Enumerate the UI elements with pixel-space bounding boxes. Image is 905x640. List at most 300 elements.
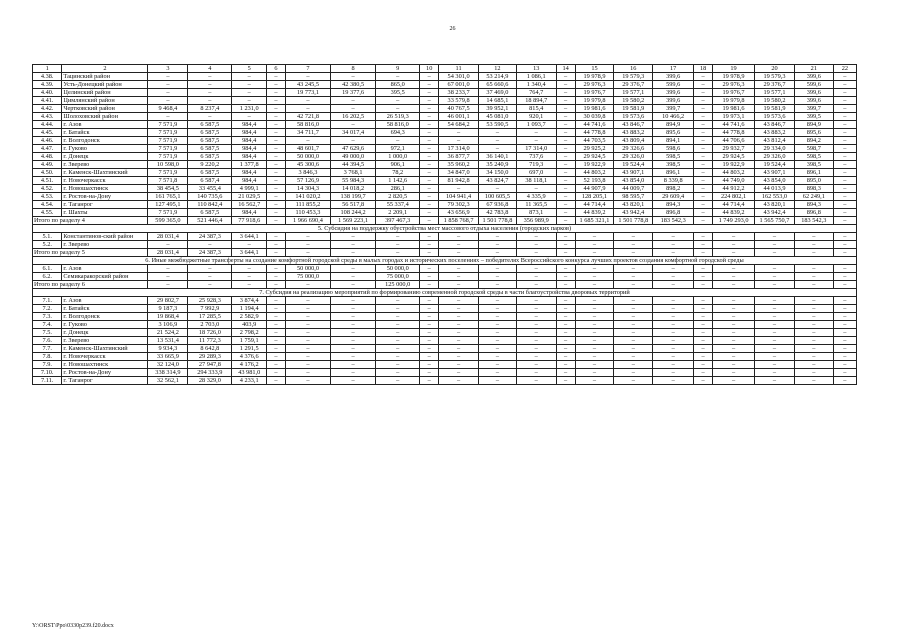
table-cell: – [556, 209, 575, 217]
table-cell: – [653, 329, 694, 337]
table-cell: – [376, 321, 420, 329]
table-cell: – [267, 145, 286, 153]
table-cell: 25 928,3 [188, 297, 232, 305]
table-cell: – [420, 249, 439, 257]
table-cell: – [713, 353, 755, 361]
table-cell: 521 446,4 [188, 217, 232, 225]
table-cell: 44 839,2 [713, 209, 755, 217]
table-cell: 896,8 [653, 209, 694, 217]
column-number-row [33, 65, 857, 73]
table-cell: 1 291,5 [232, 345, 267, 353]
table-cell: – [556, 145, 575, 153]
table-cell: 29 609,4 [653, 193, 694, 201]
table-cell: 4.39. [33, 81, 62, 89]
table-cell: – [267, 113, 286, 121]
table-cell: – [285, 297, 330, 305]
table-cell: – [232, 273, 267, 281]
table-cell: 898,3 [794, 185, 833, 193]
table-cell: 906,1 [376, 161, 420, 169]
table-cell: 9 468,4 [148, 105, 188, 113]
table-cell: – [232, 97, 267, 105]
table-cell: 8 339,8 [653, 177, 694, 185]
table-cell: – [331, 337, 376, 345]
table-cell: 4.51. [33, 177, 62, 185]
table-cell: – [439, 281, 479, 289]
table-cell: г. Азов [62, 265, 148, 273]
table-cell: – [479, 313, 517, 321]
table-cell: 22 [833, 65, 856, 73]
table-cell: 9 934,3 [148, 345, 188, 353]
table-cell: 29 976,3 [713, 81, 755, 89]
table-cell: – [794, 345, 833, 353]
table-cell: 10 [420, 65, 439, 73]
table-cell: 719,3 [516, 161, 556, 169]
table-cell: 19 579,3 [755, 73, 795, 81]
table-cell: 29 976,3 [575, 81, 614, 89]
table-cell: 19 976,7 [713, 89, 755, 97]
table-cell: 19 580,2 [614, 97, 653, 105]
table-cell: – [556, 169, 575, 177]
table-cell: – [331, 241, 376, 249]
table-cell: г. Донецк [62, 329, 148, 337]
table-cell: – [653, 353, 694, 361]
table-cell: 43 942,4 [614, 209, 653, 217]
table-cell: – [794, 233, 833, 241]
table-cell: – [575, 241, 614, 249]
table-cell: – [420, 73, 439, 81]
table-cell: 4 335,9 [516, 193, 556, 201]
table-cell: – [575, 361, 614, 369]
table-cell: – [420, 201, 439, 209]
table-cell: 43 812,4 [755, 137, 795, 145]
table-cell: – [713, 249, 755, 257]
table-cell: 4.42. [33, 105, 62, 113]
table-cell: – [794, 321, 833, 329]
table-cell: 1 966 690,4 [285, 217, 330, 225]
table-cell: 399,6 [653, 73, 694, 81]
table-cell: – [479, 321, 517, 329]
table-cell: 29 326,6 [614, 145, 653, 153]
table-cell: – [694, 273, 713, 281]
table-cell: – [267, 369, 286, 377]
table-cell: – [556, 305, 575, 313]
table-cell: 11 365,5 [516, 201, 556, 209]
table-cell: – [653, 337, 694, 345]
table-cell: 7.6. [33, 337, 62, 345]
table-cell: 38 233,7 [439, 89, 479, 97]
table-cell: 78,2 [376, 169, 420, 177]
table-cell: – [833, 313, 856, 321]
table-cell: 984,4 [232, 153, 267, 161]
table-cell: г. Новочеркасск [62, 177, 148, 185]
table-cell: Шолоховский район [62, 113, 148, 121]
table-cell: 13 [516, 65, 556, 73]
table-row [33, 265, 857, 273]
table-cell: – [653, 321, 694, 329]
table-cell: – [420, 97, 439, 105]
table-cell: – [794, 241, 833, 249]
table-row [33, 185, 857, 193]
table-cell: – [439, 353, 479, 361]
table-cell: 3 106,9 [148, 321, 188, 329]
table-cell: 49 000,0 [331, 153, 376, 161]
table-cell: 397 467,3 [376, 217, 420, 225]
table-cell: – [376, 377, 420, 385]
table-cell: – [713, 361, 755, 369]
table-cell: – [556, 321, 575, 329]
table-cell: – [331, 73, 376, 81]
table-cell: 2 582,9 [232, 313, 267, 321]
table-cell: – [713, 337, 755, 345]
table-cell: 30 039,8 [575, 113, 614, 121]
table-cell: – [556, 337, 575, 345]
table-row [33, 345, 857, 353]
table-cell: 895,6 [794, 129, 833, 137]
table-cell: – [267, 329, 286, 337]
table-cell: – [713, 273, 755, 281]
table-cell: 403,9 [232, 321, 267, 329]
table-cell: г. Ростов-на-Дону [62, 369, 148, 377]
table-cell: 29 289,3 [188, 353, 232, 361]
table-cell: – [420, 185, 439, 193]
table-cell: – [267, 297, 286, 305]
table-cell: 1 858 768,7 [439, 217, 479, 225]
table-cell: 104 941,4 [439, 193, 479, 201]
table-cell: – [614, 241, 653, 249]
table-cell: – [833, 89, 856, 97]
table-cell: – [331, 121, 376, 129]
table-cell: – [267, 97, 286, 105]
table-cell: – [331, 329, 376, 337]
table-cell: 920,1 [516, 113, 556, 121]
table-cell: – [614, 281, 653, 289]
table-cell: г. Батайск [62, 129, 148, 137]
table-cell: – [376, 369, 420, 377]
table-cell: – [188, 73, 232, 81]
table-cell: – [694, 321, 713, 329]
table-cell: 399,7 [653, 105, 694, 113]
table-cell: – [420, 281, 439, 289]
table-cell: 6 587,5 [188, 169, 232, 177]
table-cell: – [694, 249, 713, 257]
table-cell: – [420, 161, 439, 169]
table-cell: – [556, 241, 575, 249]
budget-table [32, 64, 857, 385]
table-cell: – [479, 281, 517, 289]
table-cell: 13 531,4 [148, 337, 188, 345]
table-cell: – [833, 345, 856, 353]
table-cell: 81 942,8 [439, 177, 479, 185]
table-cell: 50 000,0 [285, 265, 330, 273]
table-cell: – [713, 297, 755, 305]
table-cell: 5. Субсидия на поддержку обустройства мест массового отдыха населения (городских парков) [33, 225, 857, 233]
table-cell: – [331, 137, 376, 145]
table-cell: 19 979,8 [575, 97, 614, 105]
table-cell: – [833, 329, 856, 337]
table-cell: – [479, 337, 517, 345]
table-cell: – [420, 145, 439, 153]
table-cell: 7.4. [33, 321, 62, 329]
table-cell: 28 031,4 [148, 249, 188, 257]
table-row [33, 329, 857, 337]
table-cell: – [376, 137, 420, 145]
table-cell: 19 377,6 [331, 89, 376, 97]
table-cell: 19 979,8 [713, 97, 755, 105]
table-cell: – [794, 377, 833, 385]
table-cell: 44 703,5 [575, 137, 614, 145]
table-cell: 11 772,3 [188, 337, 232, 345]
table-cell: 18 726,0 [188, 329, 232, 337]
table-cell: – [694, 177, 713, 185]
table-cell: 44 907,9 [575, 185, 614, 193]
table-cell: – [833, 369, 856, 377]
table-cell: 44 749,0 [713, 177, 755, 185]
table-cell: 161 765,1 [148, 193, 188, 201]
table-cell: 599,6 [653, 81, 694, 89]
table-cell: 43 854,0 [614, 177, 653, 185]
table-cell: 11 [439, 65, 479, 73]
table-cell: 42 783,8 [479, 209, 517, 217]
table-cell: – [420, 89, 439, 97]
table-row [33, 105, 857, 113]
table-cell: 6 587,5 [188, 153, 232, 161]
table-cell: – [833, 121, 856, 129]
table-cell: – [267, 361, 286, 369]
table-cell: – [653, 249, 694, 257]
table-cell: – [516, 329, 556, 337]
table-cell: 55 984,3 [331, 177, 376, 185]
table-cell: Чертковский район [62, 105, 148, 113]
table-cell: – [420, 153, 439, 161]
table-cell: – [148, 73, 188, 81]
table-cell: 44 778,8 [713, 129, 755, 137]
table-cell: – [575, 297, 614, 305]
table-cell: – [188, 113, 232, 121]
table-cell: 21 524,2 [148, 329, 188, 337]
table-cell: 4 233,1 [232, 377, 267, 385]
table-cell: 128 205,1 [575, 193, 614, 201]
table-cell: г. Зверево [62, 161, 148, 169]
table-cell: – [376, 329, 420, 337]
table-cell: – [232, 89, 267, 97]
table-cell: – [331, 361, 376, 369]
table-cell: 4.54. [33, 201, 62, 209]
table-cell: 8 642,8 [188, 345, 232, 353]
table-cell: – [833, 161, 856, 169]
table-cell: 4.46. [33, 137, 62, 145]
table-cell: – [833, 265, 856, 273]
table-cell: 43 854,0 [755, 177, 795, 185]
table-cell: – [267, 201, 286, 209]
table-cell: 1 685 321,1 [575, 217, 614, 225]
table-cell: 598,7 [794, 145, 833, 153]
table-cell: 898,2 [653, 185, 694, 193]
table-cell: 9 220,2 [188, 161, 232, 169]
table-cell: 895,6 [653, 129, 694, 137]
table-cell: 895,0 [794, 177, 833, 185]
table-cell: – [285, 97, 330, 105]
table-cell: 17 [653, 65, 694, 73]
table-cell: – [575, 305, 614, 313]
table-cell: – [556, 297, 575, 305]
table-cell: 75 000,0 [285, 273, 330, 281]
table-cell: – [556, 161, 575, 169]
table-cell: – [575, 345, 614, 353]
table-cell: 19 922,9 [713, 161, 755, 169]
table-cell: – [285, 73, 330, 81]
table-row [33, 201, 857, 209]
table-cell: – [556, 201, 575, 209]
table-cell: 45 300,6 [285, 161, 330, 169]
table-cell: 44 009,7 [614, 185, 653, 193]
table-cell: – [614, 233, 653, 241]
table-cell: – [575, 337, 614, 345]
table-cell: – [614, 329, 653, 337]
table-cell: г. Каменск-Шахтинский [62, 345, 148, 353]
table-cell: 43 656,9 [439, 209, 479, 217]
table-cell: – [713, 281, 755, 289]
table-cell: – [556, 81, 575, 89]
section-heading-row [33, 225, 857, 233]
table-cell: 19 973,1 [713, 113, 755, 121]
table-cell: – [285, 337, 330, 345]
table-cell: 44 394,5 [331, 161, 376, 169]
table-cell: 19 581,9 [614, 105, 653, 113]
table-cell: г. Новочеркасск [62, 353, 148, 361]
table-cell: 1 569 223,1 [331, 217, 376, 225]
table-cell: – [267, 233, 286, 241]
table-cell: – [556, 361, 575, 369]
table-cell: 399,6 [653, 97, 694, 105]
table-cell: – [575, 329, 614, 337]
table-cell: – [267, 313, 286, 321]
table-cell: 3 874,4 [232, 297, 267, 305]
table-cell: 598,5 [653, 153, 694, 161]
table-cell: 984,4 [232, 209, 267, 217]
table-cell: 36 877,7 [439, 153, 479, 161]
table-cell: 28 031,4 [148, 233, 188, 241]
table-cell: – [267, 185, 286, 193]
table-cell: – [556, 89, 575, 97]
table-cell: – [420, 377, 439, 385]
table-cell: 27 947,8 [188, 361, 232, 369]
table-cell: г. Новошахтинск [62, 185, 148, 193]
table-cell: 894,2 [794, 137, 833, 145]
table-cell: – [694, 129, 713, 137]
table-cell: г. Ростов-на-Дону [62, 193, 148, 201]
table-cell: – [420, 81, 439, 89]
table-cell: – [420, 337, 439, 345]
table-cell: 18 [694, 65, 713, 73]
table-cell: 6 587,5 [188, 121, 232, 129]
table-cell: – [794, 353, 833, 361]
table-cell: – [420, 297, 439, 305]
table-cell: 7.5. [33, 329, 62, 337]
table-cell: – [794, 337, 833, 345]
table-row [33, 377, 857, 385]
table-cell: – [556, 249, 575, 257]
table-cell: – [188, 281, 232, 289]
table-cell: – [285, 233, 330, 241]
table-row [33, 169, 857, 177]
table-cell: 53 214,9 [479, 73, 517, 81]
table-cell: 29 326,0 [614, 153, 653, 161]
table-cell: 1 759,1 [232, 337, 267, 345]
table-cell: – [556, 153, 575, 161]
table-cell: 32 124,0 [148, 361, 188, 369]
table-cell: – [516, 249, 556, 257]
table-cell: 3 846,3 [285, 169, 330, 177]
table-cell: – [614, 353, 653, 361]
table-cell: – [694, 209, 713, 217]
table-cell: 33 455,4 [188, 185, 232, 193]
table-cell: – [376, 313, 420, 321]
table-cell: – [694, 233, 713, 241]
table-cell: 58 816,0 [376, 121, 420, 129]
table-cell: – [694, 145, 713, 153]
table-cell: – [833, 217, 856, 225]
table-cell: – [516, 265, 556, 273]
table-cell: 24 387,3 [188, 233, 232, 241]
total-row [33, 281, 857, 289]
table-cell: г. Волгодонск [62, 313, 148, 321]
table-cell: – [556, 353, 575, 361]
table-cell: Итого по разделу 6 [33, 281, 148, 289]
table-cell: – [232, 241, 267, 249]
table-cell: – [833, 73, 856, 81]
table-cell: 356 989,9 [516, 217, 556, 225]
table-cell: – [267, 321, 286, 329]
table-cell: – [479, 241, 517, 249]
table-cell: – [267, 121, 286, 129]
table-cell: 47 629,6 [331, 145, 376, 153]
table-cell: – [833, 249, 856, 257]
table-cell: 7.10. [33, 369, 62, 377]
table-cell: 19 978,9 [713, 73, 755, 81]
table-cell: г. Волгодонск [62, 137, 148, 145]
table-cell: 15 [575, 65, 614, 73]
table-cell: – [331, 281, 376, 289]
table-cell: 38 454,5 [148, 185, 188, 193]
table-cell: 19 868,4 [148, 313, 188, 321]
table-cell: 29 334,0 [755, 145, 795, 153]
table-cell: 44 778,8 [575, 129, 614, 137]
table-cell: 1 231,0 [232, 105, 267, 113]
table-cell: – [755, 241, 795, 249]
table-cell: – [516, 321, 556, 329]
table-cell: – [479, 345, 517, 353]
table-cell: – [420, 113, 439, 121]
table-cell: – [479, 273, 517, 281]
table-cell: – [694, 105, 713, 113]
table-cell: – [479, 329, 517, 337]
table-cell: – [285, 321, 330, 329]
table-cell: – [556, 185, 575, 193]
table-cell: 815,4 [516, 105, 556, 113]
table-cell: 44 803,2 [575, 169, 614, 177]
table-cell: 7.9. [33, 361, 62, 369]
table-cell: 55 337,4 [376, 201, 420, 209]
table-cell: – [575, 233, 614, 241]
table-cell: – [420, 233, 439, 241]
table-cell: – [267, 137, 286, 145]
table-cell: – [376, 353, 420, 361]
table-cell: – [694, 281, 713, 289]
table-cell: г. Азов [62, 121, 148, 129]
table-cell: – [439, 337, 479, 345]
table-cell: – [556, 113, 575, 121]
table-cell: – [267, 265, 286, 273]
